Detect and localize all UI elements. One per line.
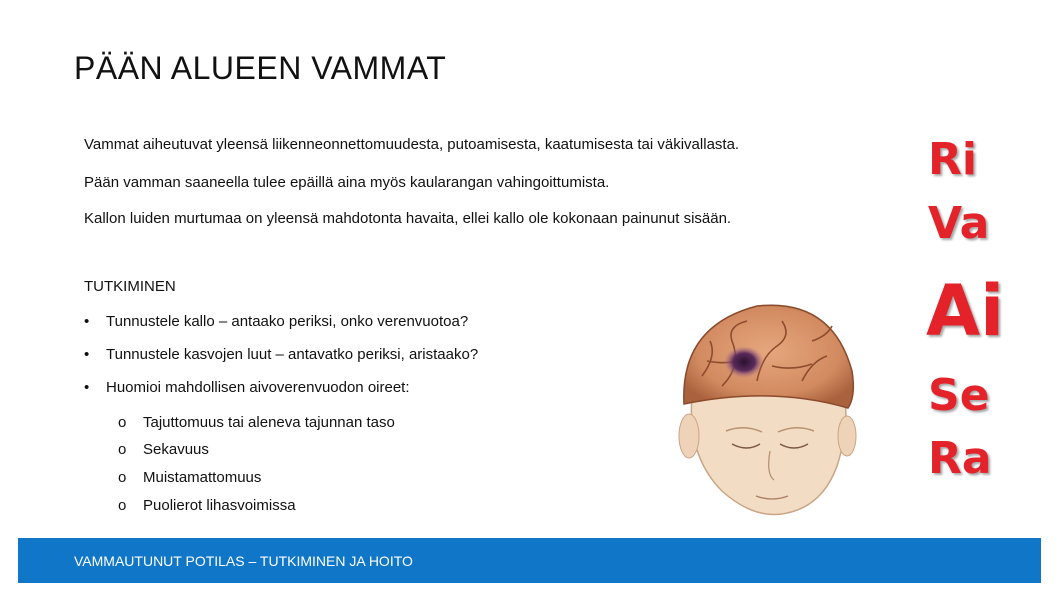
head-injury-illustration <box>662 286 872 521</box>
list-item <box>84 346 478 363</box>
footer-text: VAMMAUTUNUT POTILAS – TUTKIMINEN JA HOITO <box>74 553 413 569</box>
sub-text: Sekavuus <box>143 441 209 458</box>
paragraph-causes: Vammat aiheutuvat yleensä liikenneonnettomuudesta, putoamisesta, kaatumisesta tai väkivallasta. <box>84 136 740 153</box>
section-heading: TUTKIMINEN <box>84 278 176 295</box>
sub-marker: o <box>118 497 127 514</box>
sub-marker: o <box>118 414 127 431</box>
sub-text: Puolierot lihasvoimissa <box>143 497 296 514</box>
paragraph-neck: Pään vamman saaneella tulee epäillä aina myös kaularangan vahingoittumista. <box>84 174 610 191</box>
bullet-text: Tunnustele kasvojen luut – antavatko periksi, aristaako? <box>106 346 479 363</box>
list-item <box>84 379 410 396</box>
bullet-marker: • <box>84 379 90 396</box>
bullet-marker: • <box>84 346 90 363</box>
paragraph-skull: Kallon luiden murtumaa on yleensä mahdotonta havaita, ellei kallo ole kokonaan painunut sisään. <box>84 210 732 227</box>
footer-bar <box>18 538 1041 583</box>
bullet-text: Huomioi mahdollisen aivoverenvuodon oireet: <box>106 379 410 396</box>
sub-list-item <box>118 469 261 486</box>
side-letters-4: Se <box>928 370 990 421</box>
sub-list-item <box>118 441 209 458</box>
slide-title: PÄÄN ALUEEN VAMMAT <box>74 50 447 86</box>
sub-text: Muistamattomuus <box>143 469 262 486</box>
sub-text: Tajuttomuus tai aleneva tajunnan taso <box>143 414 395 431</box>
sub-marker: o <box>118 441 127 458</box>
side-letters-1: Ri <box>928 134 977 185</box>
sub-list-item <box>118 414 395 431</box>
bullet-text: Tunnustele kallo – antaako periksi, onko verenvuotoa? <box>106 313 469 330</box>
sub-marker: o <box>118 469 127 486</box>
list-item <box>84 313 468 330</box>
side-letters-5: Ra <box>928 433 992 484</box>
sub-list-item <box>118 497 296 514</box>
bullet-marker: • <box>84 313 90 330</box>
side-letters-3: Ai <box>926 270 1005 352</box>
side-letters-2: Va <box>928 198 990 249</box>
